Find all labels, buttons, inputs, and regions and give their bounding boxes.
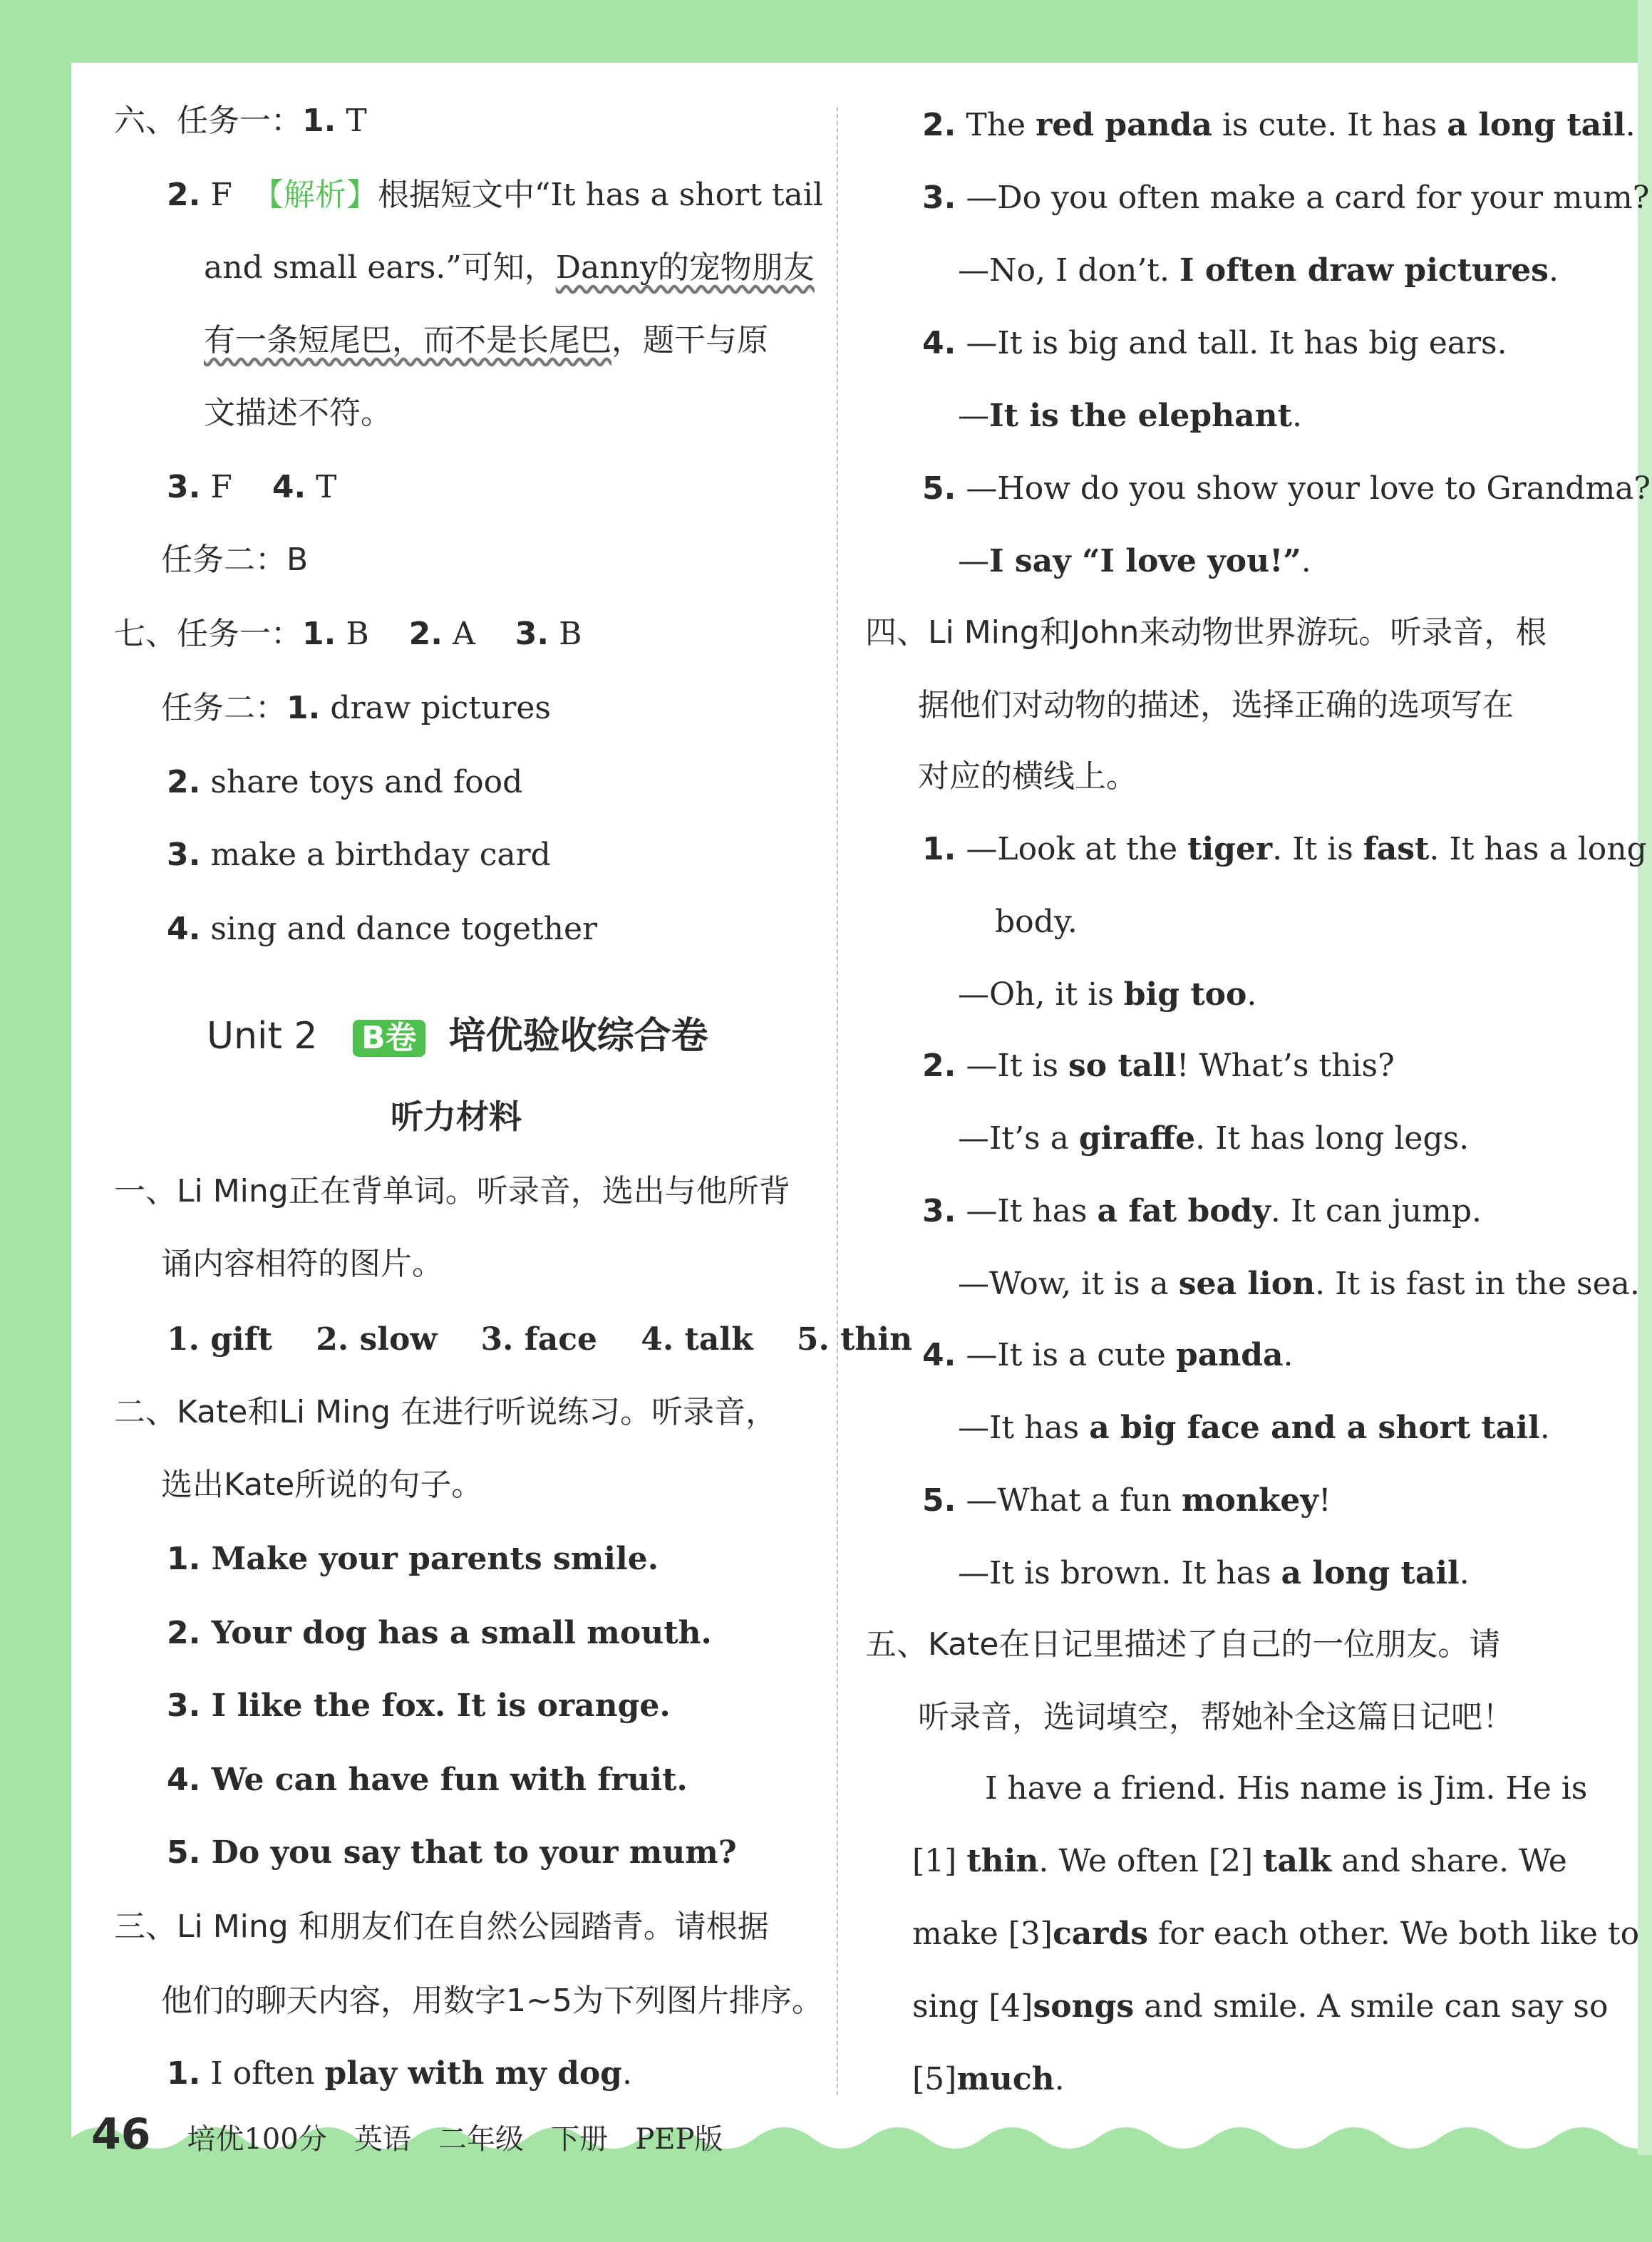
sentence: . It has long legs. bbox=[1195, 1120, 1470, 1157]
sentence-line bbox=[958, 252, 1559, 289]
left-border bbox=[0, 0, 71, 2242]
analysis-text-underlined: 有一条短尾巴，而不是长尾巴 bbox=[204, 322, 611, 358]
item-number: 5. bbox=[167, 1834, 201, 1871]
sentence: make [3] bbox=[912, 1916, 1053, 1952]
answer-line bbox=[167, 837, 551, 873]
sentence-bold: red panda bbox=[1036, 107, 1212, 143]
item-number: 1. bbox=[922, 831, 956, 867]
edition: PEP版 bbox=[635, 2123, 723, 2156]
book-title: 培优100分 bbox=[187, 2123, 327, 2156]
item-number: 1. bbox=[302, 103, 336, 139]
answer: T bbox=[346, 103, 367, 139]
sentence: We can have fun with fruit. bbox=[211, 1762, 688, 1798]
sentence: —It has bbox=[966, 1193, 1098, 1229]
analysis-text: ，题干与原 bbox=[611, 322, 768, 358]
sentence: . It is bbox=[1272, 831, 1363, 867]
sentence: . It has a long bbox=[1429, 831, 1647, 867]
item-number: 1. bbox=[302, 616, 336, 652]
sentence: ! What’s this? bbox=[1176, 1048, 1395, 1084]
diary-line bbox=[912, 2061, 1065, 2097]
analysis-text: 根据短文中“It has a short tail bbox=[377, 177, 823, 213]
item-number: 3. bbox=[167, 837, 201, 873]
sentence-line bbox=[167, 2055, 632, 2092]
analysis-line bbox=[204, 322, 768, 358]
question-instruction: 一、Li Ming正在背单词。听录音，选出与他所背 bbox=[114, 1173, 790, 1209]
column-divider bbox=[837, 107, 838, 2095]
dialogue-line bbox=[958, 1555, 1470, 1591]
sentence-line bbox=[167, 1541, 659, 1577]
item-number: 3. bbox=[922, 180, 956, 216]
sentence: and share. We bbox=[1331, 1843, 1567, 1879]
sentence: —It is bbox=[966, 1048, 1069, 1084]
item-number: 4. bbox=[167, 911, 201, 947]
sentence: . bbox=[1054, 2061, 1065, 2097]
answer-line bbox=[167, 469, 337, 505]
dialogue-line bbox=[922, 1337, 1294, 1373]
answer: F bbox=[210, 177, 232, 213]
section-label: 六、任务一： bbox=[114, 103, 302, 139]
sentence: . It is fast in the sea. bbox=[1315, 1266, 1640, 1302]
answer-line bbox=[161, 544, 308, 576]
grade: 二年级 bbox=[438, 2123, 525, 2156]
item-number: 4. bbox=[167, 1762, 201, 1798]
answer: B bbox=[346, 616, 369, 652]
sentence-bold: big too bbox=[1123, 976, 1247, 1013]
item-number: 4. bbox=[922, 1337, 956, 1373]
analysis-line bbox=[204, 395, 392, 431]
fill-answer: cards bbox=[1052, 1916, 1148, 1952]
sentence: The bbox=[966, 107, 1036, 143]
dialogue-line bbox=[958, 976, 1257, 1013]
analysis-text-underlined: Danny的宠物朋友 bbox=[555, 249, 815, 286]
answer: 任务二：B bbox=[161, 542, 309, 578]
item-number: 3. bbox=[167, 1688, 201, 1724]
sentence-line bbox=[167, 1834, 737, 1871]
sentence: —It has bbox=[958, 1410, 1090, 1446]
sentence: . bbox=[1539, 1410, 1550, 1446]
sentence: Your dog has a small mouth. bbox=[211, 1615, 712, 1651]
sentence: [5] bbox=[912, 2061, 957, 2097]
answer-line bbox=[167, 177, 823, 213]
answer: share toys and food bbox=[210, 764, 523, 800]
sentence: . bbox=[621, 2055, 632, 2092]
unit-heading bbox=[207, 1015, 708, 1058]
dialogue-line bbox=[958, 1412, 1550, 1444]
sentence-bold: sea lion bbox=[1178, 1266, 1316, 1302]
sentence-line bbox=[167, 1615, 712, 1651]
item-number: 2. bbox=[922, 107, 956, 143]
analysis-tag: 【解析】 bbox=[252, 177, 378, 213]
answer: sing and dance together bbox=[210, 911, 598, 947]
item-number: 3. bbox=[167, 469, 201, 505]
sentence-line bbox=[922, 182, 1649, 214]
dialogue-line: body. bbox=[995, 904, 1078, 940]
answer: draw pictures bbox=[330, 690, 551, 726]
sentence: —What a fun bbox=[966, 1482, 1182, 1519]
item-number: 2. bbox=[408, 616, 443, 652]
listening-title: 听力材料 bbox=[391, 1097, 522, 1136]
bottom-border bbox=[0, 2155, 1652, 2242]
sentence: —It’s a bbox=[958, 1120, 1079, 1157]
sentence: — bbox=[958, 398, 989, 434]
answer: make a birthday card bbox=[210, 837, 551, 873]
sentence-line bbox=[922, 107, 1636, 143]
diary-line: I have a friend. His name is Jim. He is bbox=[985, 1770, 1588, 1807]
unit-title: Unit 2 bbox=[207, 1015, 318, 1058]
analysis-text: 文描述不符。 bbox=[204, 395, 392, 431]
list-item: 3. face bbox=[480, 1321, 597, 1358]
item-number: 2. bbox=[167, 1615, 201, 1651]
section-label: 任务二： bbox=[161, 690, 286, 726]
right-border bbox=[1638, 0, 1652, 2242]
diary-line bbox=[912, 1988, 1609, 2025]
sentence: —It is a cute bbox=[966, 1337, 1176, 1373]
sentence-bold: tiger bbox=[1187, 831, 1273, 867]
sentence: —Wow, it is a bbox=[958, 1266, 1179, 1302]
fill-answer: talk bbox=[1263, 1843, 1332, 1879]
item-number: 3. bbox=[922, 1193, 956, 1229]
sentence: — bbox=[958, 543, 989, 579]
question-instruction: 五、Kate在日记里描述了自己的一位朋友。请 bbox=[865, 1626, 1501, 1663]
sentence: . bbox=[1625, 107, 1636, 143]
sentence-bold: giraffe bbox=[1078, 1120, 1196, 1157]
fill-answer: thin bbox=[966, 1843, 1039, 1879]
sentence: . It can jump. bbox=[1270, 1193, 1482, 1229]
sentence: —No, I don’t. bbox=[958, 252, 1179, 289]
sentence-bold: It is the elephant bbox=[989, 398, 1292, 434]
sentence-bold: panda bbox=[1175, 1337, 1284, 1373]
sentence-line bbox=[922, 470, 1651, 507]
question-instruction: 三、Li Ming 和朋友们在自然公园踏青。请根据 bbox=[114, 1908, 769, 1945]
question-instruction: 据他们对动物的描述，选择正确的选项写在 bbox=[918, 687, 1514, 723]
item-number: 5. bbox=[922, 470, 956, 507]
fill-answer: much bbox=[956, 2061, 1055, 2097]
answer: A bbox=[452, 616, 475, 652]
top-border bbox=[0, 0, 1652, 63]
list-item: 5. thin bbox=[796, 1321, 913, 1358]
item-number: 1. bbox=[167, 1541, 201, 1577]
sentence-line bbox=[922, 325, 1507, 361]
sentence-line bbox=[958, 398, 1302, 434]
sentence-bold: I often draw pictures bbox=[1179, 252, 1549, 289]
question-instruction: 对应的横线上。 bbox=[918, 758, 1137, 795]
answer-line bbox=[167, 764, 523, 800]
question-instruction: 四、Li Ming和John来动物世界游玩。听录音，根 bbox=[865, 614, 1547, 651]
sentence-bold: I say “I love you!” bbox=[989, 543, 1301, 579]
answer: F bbox=[210, 469, 232, 505]
item-number: 4. bbox=[922, 325, 956, 361]
dialogue-line bbox=[958, 1120, 1470, 1157]
question-instruction: 二、Kate和Li Ming 在进行听说练习。听录音， bbox=[114, 1394, 778, 1430]
sentence: . bbox=[1283, 1337, 1294, 1373]
list-item: 2. slow bbox=[316, 1321, 438, 1358]
item-number: 2. bbox=[167, 764, 201, 800]
sentence: . bbox=[1548, 252, 1559, 289]
sentence: [1] bbox=[912, 1843, 967, 1879]
question-instruction: 听录音，选词填空，帮她补全这篇日记吧！ bbox=[918, 1699, 1514, 1735]
sentence: . bbox=[1246, 976, 1257, 1013]
diary-line bbox=[912, 1843, 1567, 1879]
item-number: 3. bbox=[515, 616, 549, 652]
section-label: 七、任务一： bbox=[114, 616, 302, 652]
dialogue-line bbox=[922, 1050, 1395, 1082]
diary-line bbox=[912, 1918, 1639, 1950]
sentence-bold: monkey bbox=[1181, 1482, 1318, 1519]
item-number: 2. bbox=[922, 1048, 956, 1084]
answer-line bbox=[167, 911, 598, 947]
sentence: —Do you often make a card for your mum? bbox=[966, 180, 1650, 216]
sentence: sing [4] bbox=[912, 1988, 1033, 2025]
dialogue-line bbox=[922, 1482, 1331, 1519]
sentence-line bbox=[167, 1690, 671, 1722]
sentence: Do you say that to your mum? bbox=[211, 1834, 737, 1871]
analysis-text: and small ears.”可知， bbox=[204, 249, 556, 286]
dialogue-line bbox=[922, 831, 1647, 867]
sentence: and smile. A smile can say so bbox=[1134, 1988, 1609, 2025]
sentence: is cute. It has bbox=[1212, 107, 1447, 143]
sentence-bold: fast bbox=[1363, 831, 1430, 867]
sentence-bold: play with my dog bbox=[324, 2055, 622, 2092]
sentence: —Look at the bbox=[966, 831, 1188, 867]
sentence-line bbox=[958, 543, 1311, 579]
answer-line bbox=[114, 616, 582, 652]
question-instruction: 他们的聊天内容，用数字1~5为下列图片排序。 bbox=[161, 1983, 823, 2019]
item-number: 1. bbox=[167, 2055, 201, 2092]
sentence: —How do you show your love to Grandma? bbox=[966, 470, 1651, 507]
answer: T bbox=[316, 469, 337, 505]
item-number: 5. bbox=[922, 1482, 956, 1519]
item-number: 4. bbox=[272, 469, 306, 505]
sentence-bold: a long tail bbox=[1447, 107, 1626, 143]
sentence: —Oh, it is bbox=[958, 976, 1124, 1013]
analysis-line bbox=[204, 249, 815, 286]
page-number: 46 bbox=[91, 2109, 151, 2159]
answer-line bbox=[114, 105, 367, 137]
sentence: . bbox=[1301, 543, 1311, 579]
sentence: I like the fox. It is orange. bbox=[211, 1688, 671, 1724]
sentence-bold: so tall bbox=[1068, 1048, 1177, 1084]
footer bbox=[91, 2109, 723, 2159]
sentence: Make your parents smile. bbox=[211, 1541, 659, 1577]
volume: 下册 bbox=[551, 2123, 609, 2156]
sentence: —It is big and tall. It has big ears. bbox=[966, 325, 1507, 361]
answer-line bbox=[161, 690, 551, 726]
sentence: for each other. We both like to bbox=[1148, 1916, 1640, 1952]
sentence-bold: a long tail bbox=[1281, 1555, 1460, 1591]
sentence-bold: a big face and a short tail bbox=[1089, 1410, 1540, 1446]
item-number: 1. bbox=[286, 690, 321, 726]
list-item: 4. talk bbox=[641, 1321, 753, 1358]
paper-badge: B卷 bbox=[353, 1020, 425, 1057]
question-instruction: 选出Kate所说的句子。 bbox=[161, 1467, 483, 1503]
sentence: I often bbox=[210, 2055, 325, 2092]
sentence: . bbox=[1291, 398, 1302, 434]
sentence: —It is brown. It has bbox=[958, 1555, 1281, 1591]
question-instruction: 诵内容相符的图片。 bbox=[161, 1246, 443, 1282]
unit-subtitle: 培优验收综合卷 bbox=[448, 1015, 708, 1058]
fill-answer: songs bbox=[1033, 1988, 1135, 2025]
dialogue-line bbox=[922, 1193, 1482, 1229]
sentence-line bbox=[167, 1762, 688, 1798]
dialogue-line bbox=[958, 1266, 1640, 1302]
sentence: . bbox=[1459, 1555, 1470, 1591]
item-number: 2. bbox=[167, 177, 201, 213]
sentence: . We often [2] bbox=[1038, 1843, 1264, 1879]
word-list bbox=[167, 1321, 913, 1358]
list-item: 1. gift bbox=[167, 1321, 272, 1358]
subject: 英语 bbox=[353, 2123, 411, 2156]
sentence-bold: a fat body bbox=[1097, 1193, 1271, 1229]
sentence: ! bbox=[1318, 1482, 1331, 1519]
answer: B bbox=[559, 616, 582, 652]
